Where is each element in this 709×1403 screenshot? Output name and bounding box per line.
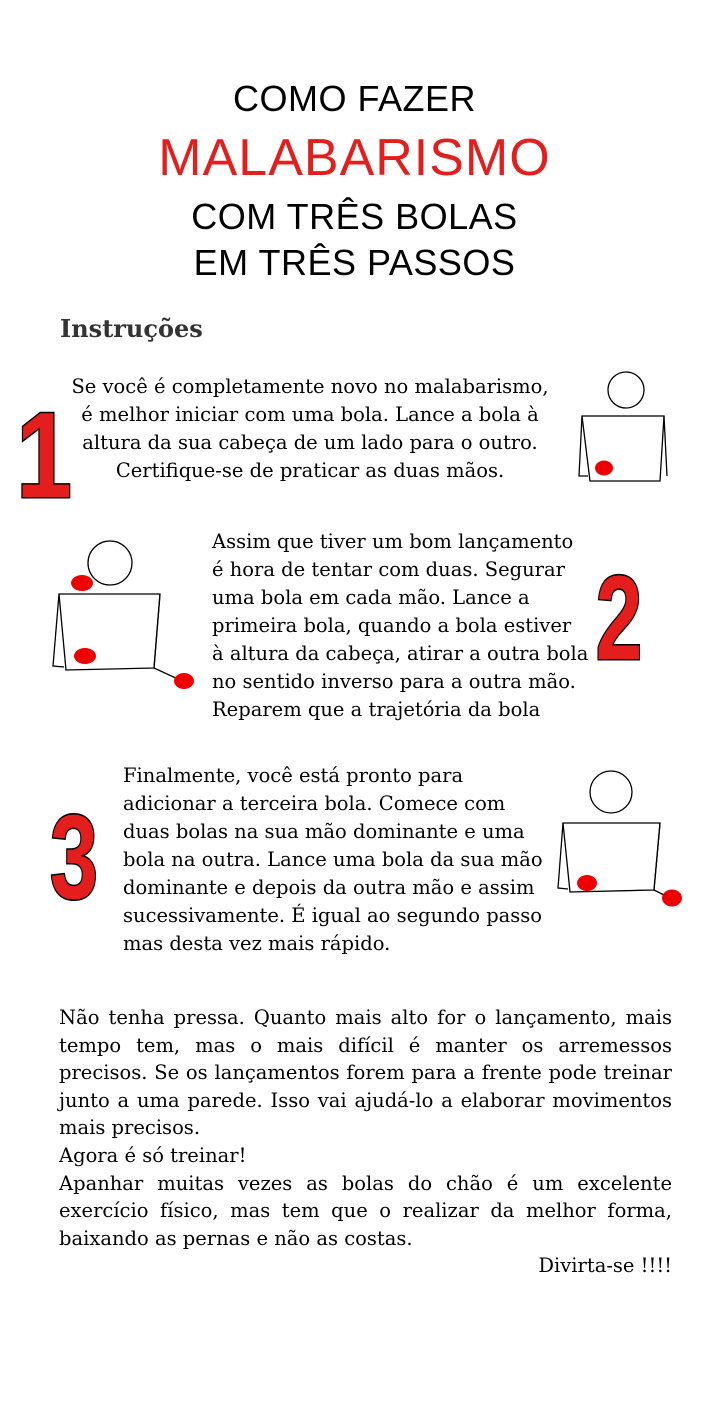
step-2-line: Assim que tiver um bom lançamento: [212, 530, 574, 553]
head: [608, 372, 644, 408]
step-number-3-text: 3: [49, 806, 99, 906]
step-2-line: é hora de tentar com duas. Segurar: [212, 558, 565, 581]
signoff: Divirta-se !!!!: [538, 1254, 672, 1278]
closing-line: mais precisos.: [59, 1116, 201, 1140]
closing-line: tempo tem, mas o mais difícil é manter os arremessos: [59, 1033, 672, 1057]
step-number-3: [46, 806, 102, 906]
step-2-line: no sentido inverso para a outra mão.: [212, 670, 576, 693]
title-line-4: EM TRÊS PASSOS: [193, 242, 516, 283]
closing-line: Agora é só treinar!: [59, 1143, 247, 1167]
closing-line: baixando as pernas e não as costas.: [59, 1226, 413, 1250]
head: [590, 771, 632, 813]
step-1-line: Se você é completamente novo no malabarismo,: [71, 375, 549, 398]
section-heading: Instruções: [60, 314, 203, 343]
step-number-2-text: 2: [595, 566, 643, 666]
step-1-line: Certifique-se de praticar as duas mãos.: [115, 459, 505, 482]
title-main: MALABARISMO: [158, 129, 551, 187]
closing-text: [59, 1004, 672, 1280]
closing-line: Apanhar muitas vezes as bolas do chão é um excelente: [59, 1171, 672, 1195]
step-number-1-text: 1: [16, 404, 72, 504]
juggler-figure-two-balls-icon: [48, 536, 198, 696]
step-3-line: mas desta vez mais rápido.: [123, 932, 391, 955]
arm-right: [664, 416, 667, 476]
step-3-line: sucessivamente. É igual ao segundo passo: [123, 904, 543, 927]
closing-line: Não tenha pressa. Quanto mais alto for o lançamento, mais: [59, 1006, 672, 1029]
closing-line: exercício físico, mas tem que o realizar da melhor forma,: [59, 1199, 672, 1223]
juggler-figure-three-balls-icon: [556, 768, 686, 914]
body: [582, 416, 664, 481]
step-2-line: à altura da cabeça, atirar a outra bola: [212, 642, 589, 665]
step-1-line: altura da sua cabeça de um lado para o outro.: [82, 431, 538, 454]
ball-hand: [74, 648, 96, 664]
step-1-line: é melhor iniciar com uma bola. Lance a bola à: [81, 403, 539, 426]
ball-hand: [577, 875, 597, 891]
step-3-line: duas bolas na sua mão dominante e uma: [123, 820, 525, 843]
ball-right: [174, 673, 194, 689]
head: [88, 541, 132, 585]
step-3-line: bola na outra. Lance uma bola da sua mão: [123, 848, 543, 871]
step-1-text: [60, 373, 560, 485]
step-3-text: [123, 762, 543, 958]
step-2-text: [212, 528, 588, 724]
step-2-line: uma bola em cada mão. Lance a: [212, 586, 530, 609]
step-3-line: dominante e depois da outra mão e assim: [123, 876, 535, 899]
step-3-line: adicionar a terceira bola. Comece com: [123, 792, 506, 815]
title-line-3: COM TRÊS BOLAS: [191, 196, 518, 237]
step-2-line: primeira bola, quando a bola estiver: [212, 614, 572, 637]
juggler-figure-one-ball-icon: [574, 368, 674, 488]
closing-line: precisos. Se os lançamentos forem para a frente pode treinar: [59, 1061, 672, 1085]
closing-line: junto a uma parede. Isso vai ajudá-lo a elaborar movimentos: [59, 1088, 672, 1112]
step-2-line: Reparem que a trajetória da bola: [212, 698, 541, 721]
title-line-1: COMO FAZER: [232, 78, 476, 119]
body: [59, 594, 160, 670]
ball-top: [71, 575, 93, 591]
step-3-line: Finalmente, você está pronto para: [123, 764, 464, 787]
ball: [595, 461, 613, 476]
step-number-2: [594, 566, 644, 666]
ball-right: [662, 890, 682, 907]
